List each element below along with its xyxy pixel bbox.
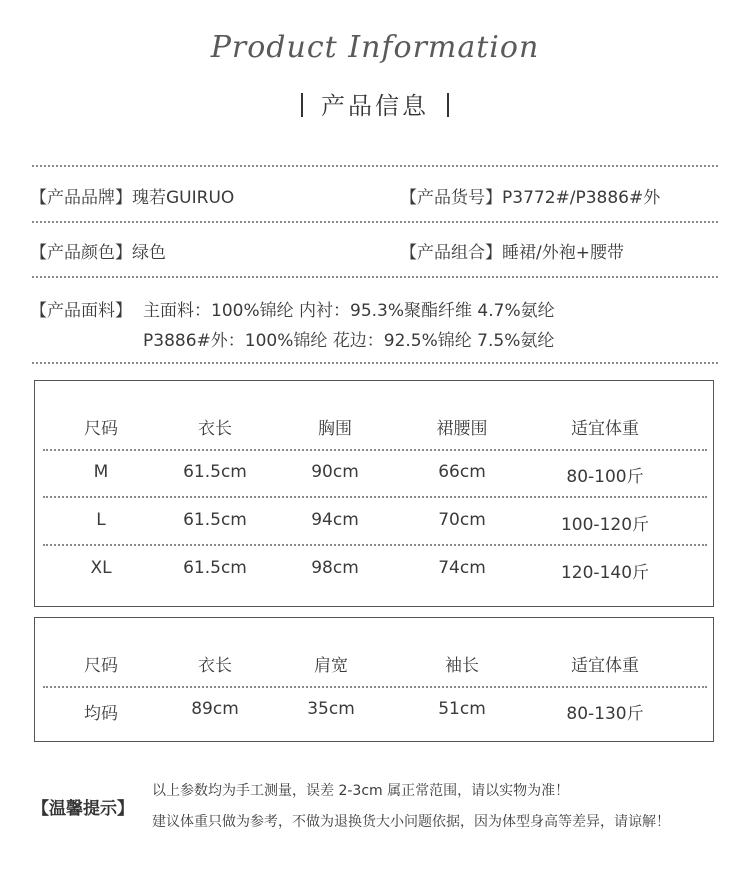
- cell-shoulder: 35cm: [307, 699, 355, 719]
- cell-length: 89cm: [191, 699, 239, 719]
- row-divider: [43, 544, 707, 546]
- row-divider: [43, 449, 707, 451]
- cell-bust: 90cm: [311, 462, 359, 482]
- info-row-brand: [30, 183, 730, 208]
- cell-size: M: [93, 462, 109, 482]
- cell-bust: 94cm: [311, 510, 359, 530]
- divider: [32, 165, 718, 167]
- sku-label: 【产品货号】: [400, 188, 502, 208]
- tips-line-1: 以上参数均为手工测量，误差 2-3cm 属正常范围，请以实物为准！: [152, 783, 570, 799]
- page-title: [0, 86, 750, 121]
- brand-label: 【产品品牌】: [30, 188, 132, 208]
- page-title-text: 产品信息: [321, 92, 429, 120]
- row-divider: [43, 686, 707, 688]
- tips-label: 【温馨提示】: [32, 799, 134, 819]
- brand-value: 瑰若GUIRUO: [132, 188, 235, 208]
- size-table-dress: [34, 380, 714, 607]
- table-row: [35, 558, 715, 582]
- combo-label: 【产品组合】: [400, 243, 502, 263]
- title-bar-right: [447, 93, 449, 117]
- tips-line-2: 建议体重只做为参考，不做为退换货大小问题依据，因为体型身高等差异，请谅解！: [152, 814, 670, 830]
- row-divider: [43, 496, 707, 498]
- header-cell: 裙腰围: [436, 419, 488, 439]
- cell-waist: 70cm: [438, 510, 486, 530]
- cell-bust: 98cm: [311, 558, 359, 578]
- table-row: [35, 510, 715, 534]
- header-cell: 袖长: [445, 656, 479, 676]
- cell-length: 61.5cm: [183, 510, 247, 530]
- header-cell: 肩宽: [314, 656, 348, 676]
- fabric-line-1: 主面料：100%锦纶 内衬：95.3%聚酯纤维 4.7%氨纶: [143, 301, 555, 321]
- title-bar-left: [301, 93, 303, 117]
- sku-value: P3772#/P3886#外: [502, 188, 661, 208]
- cell-weight: 80-100斤: [566, 467, 644, 487]
- sku-field: [400, 183, 660, 208]
- table-row: [35, 699, 715, 723]
- header-cell: 衣长: [198, 419, 232, 439]
- cell-weight: 100-120斤: [560, 515, 650, 535]
- table-row: [35, 462, 715, 486]
- divider: [32, 276, 718, 278]
- header-cell: 尺码: [84, 656, 118, 676]
- divider: [32, 362, 718, 364]
- cell-size: 均码: [84, 704, 118, 724]
- header-cell: 胸围: [318, 419, 352, 439]
- combo-value: 睡裙/外袍+腰带: [502, 243, 624, 263]
- color-label: 【产品颜色】: [30, 243, 132, 263]
- cell-size: XL: [90, 558, 112, 578]
- header-cell: 适宜体重: [571, 419, 639, 439]
- size-table-robe: [34, 617, 714, 742]
- cell-weight: 120-140斤: [560, 563, 650, 583]
- table-header-row: [35, 414, 715, 438]
- script-title: Product Information: [210, 30, 540, 65]
- cell-weight: 80-130斤: [566, 704, 644, 724]
- cell-length: 61.5cm: [183, 462, 247, 482]
- cell-waist: 74cm: [438, 558, 486, 578]
- cell-length: 61.5cm: [183, 558, 247, 578]
- divider: [32, 221, 718, 223]
- header-cell: 尺码: [84, 419, 118, 439]
- info-row-color: [30, 238, 730, 263]
- cell-size: L: [96, 510, 106, 530]
- fabric-label: 【产品面料】: [30, 301, 132, 321]
- combo-field: [400, 238, 624, 263]
- header-cell: 适宜体重: [571, 656, 639, 676]
- cell-waist: 66cm: [438, 462, 486, 482]
- table-header-row: [35, 651, 715, 675]
- color-value: 绿色: [132, 243, 166, 263]
- cell-sleeve: 51cm: [438, 699, 486, 719]
- header-cell: 衣长: [198, 656, 232, 676]
- fabric-line-2: P3886#外：100%锦纶 花边：92.5%锦纶 7.5%氨纶: [143, 331, 555, 351]
